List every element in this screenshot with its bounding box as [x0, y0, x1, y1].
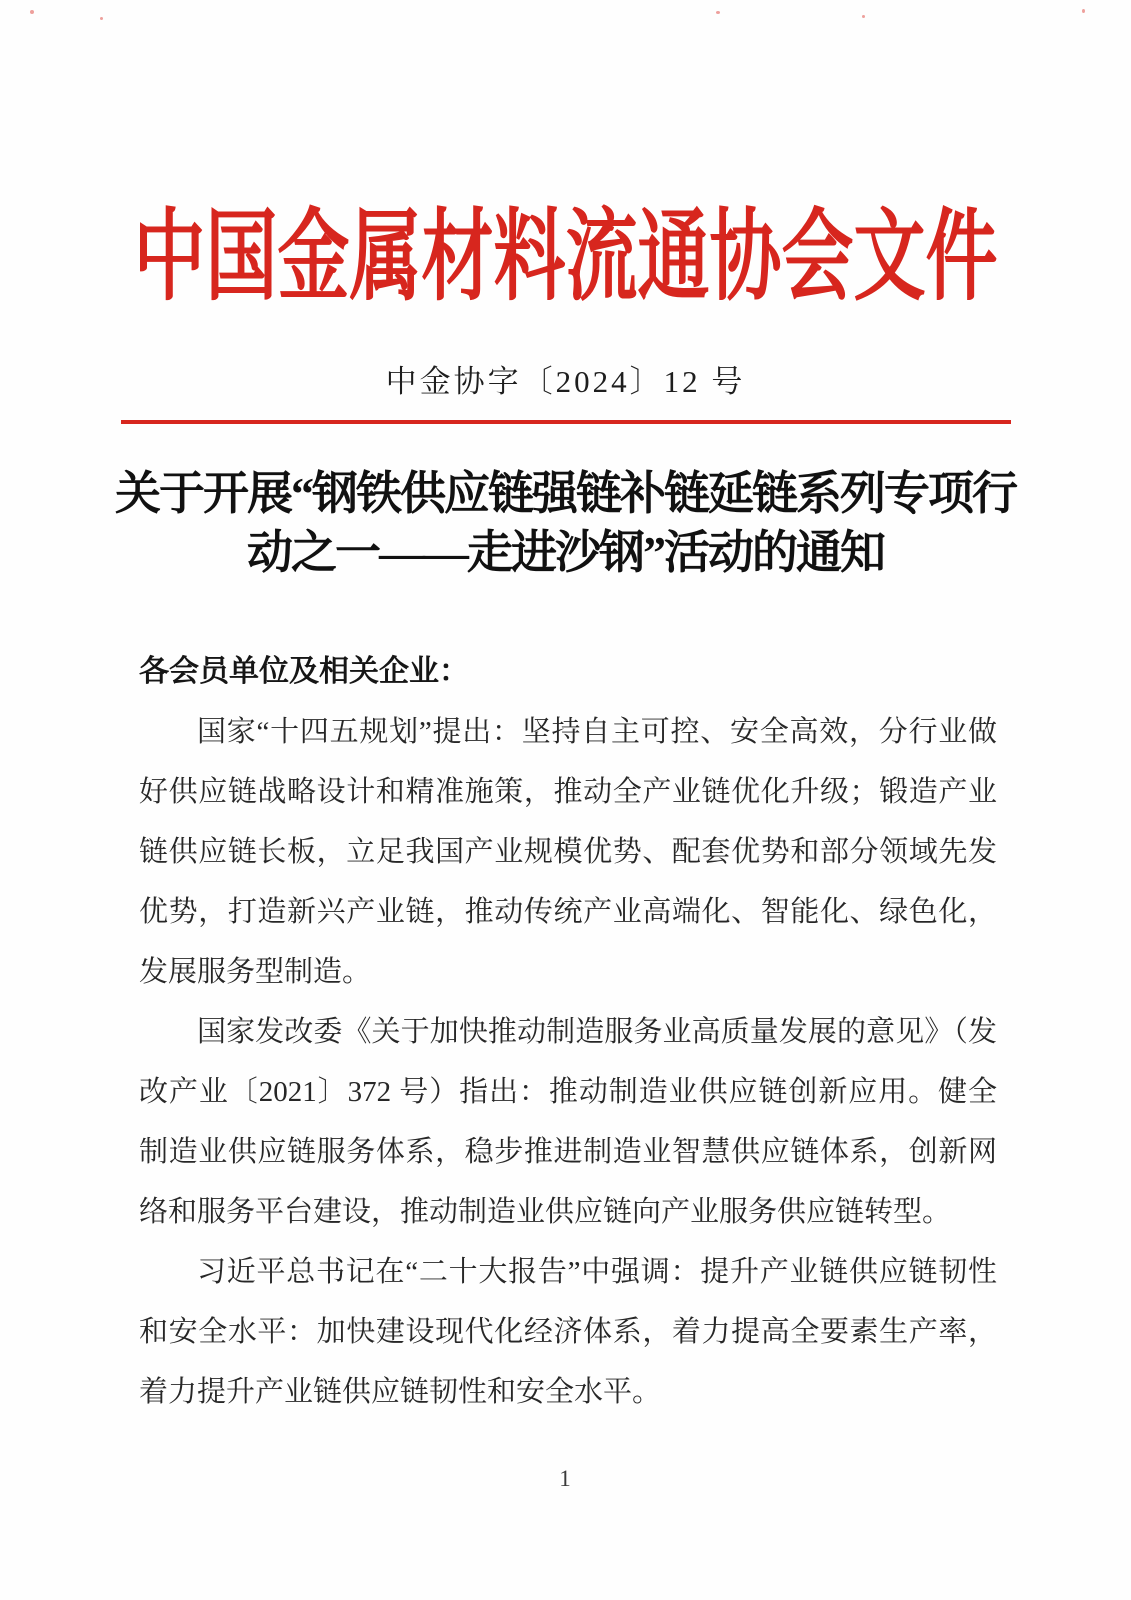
scan-speck — [100, 17, 103, 20]
scan-speck — [1082, 9, 1085, 13]
scan-speck — [716, 11, 720, 14]
scan-speck — [862, 15, 865, 18]
org-header-title: 中国金属材料流通协会文件 — [133, 202, 998, 313]
paragraph-1: 国家“十四五规划”提出：坚持自主可控、安全高效，分行业做好供应链战略设计和精准施策，推动全产业链优化升级；锻造产业链供应链长板，立足我国产业规模优势、配套优势和部分领域先发优势，打造新兴产业链，推动传统产业高端化、智能化、绿色化，发展服务型制造。 — [139, 716, 997, 988]
document-title — [0, 464, 1131, 582]
document-title-line2: 动之一——走进沙钢”活动的通知 — [247, 527, 884, 578]
red-divider-line — [121, 420, 1011, 424]
scan-speck — [30, 10, 34, 14]
paragraph-3: 习近平总书记在“二十大报告”中强调：提升产业链供应链韧性和安全水平：加快建设现代化经济体系，着力提高全要素生产率，着力提升产业链供应链韧性和安全水平。 — [139, 1256, 997, 1408]
paragraph-2: 国家发改委《关于加快推动制造服务业高质量发展的意见》（发改产业〔2021〕372 号）指出：推动制造业供应链创新应用。健全制造业供应链服务体系，稳步推进制造业智慧供应链体系，创新网络和服务平台建设，推动制造业供应链向产业服务供应链转型。 — [139, 1016, 997, 1228]
page-number: 1 — [559, 1466, 572, 1491]
document-body — [139, 642, 997, 1422]
salutation: 各会员单位及相关企业： — [139, 655, 469, 688]
doc-number: 中金协字〔2024〕12 号 — [385, 364, 746, 399]
document-title-line1: 关于开展“钢铁供应链强链补链延链系列专项行 — [115, 468, 1016, 519]
